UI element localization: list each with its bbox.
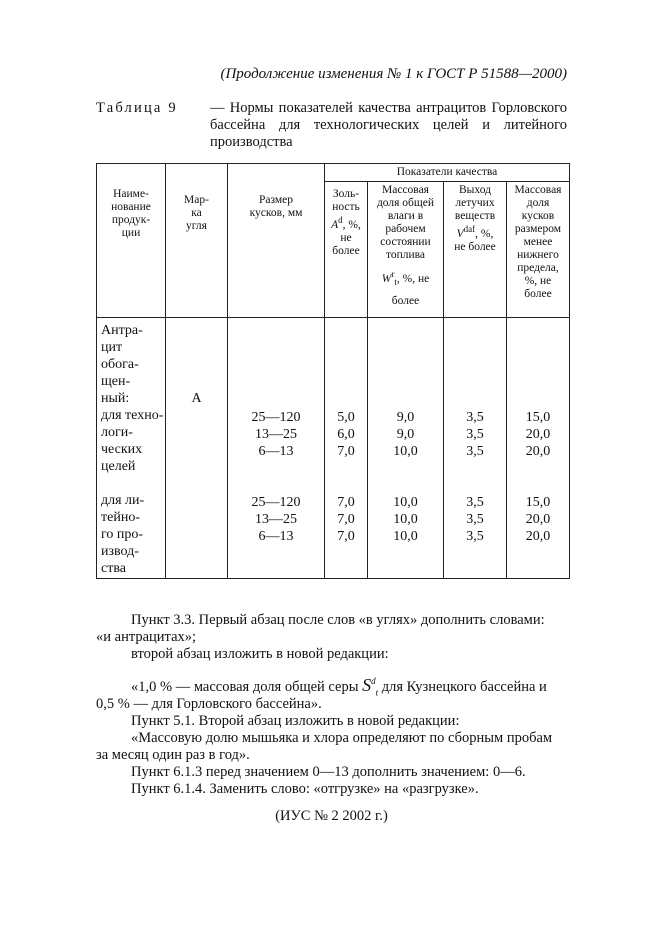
fines-cell: 15,0 20,0 20,0 15,0 20,0 20,0	[507, 318, 570, 579]
volatile-cell: 3,5 3,5 3,5 3,5 3,5 3,5	[444, 318, 507, 579]
paragraph-5-1: Пункт 5.1. Второй абзац изложить в новой редакции:	[131, 713, 460, 729]
header-moisture: Массовая доля общей влаги в рабочем состоянии топлива $W^r_t$, %, не более	[368, 182, 444, 318]
paragraph-arsenic: «Массовую долю мышьяка и хлора определяют по сборным пробам	[131, 730, 553, 746]
table-caption-text: — Нормы показателей качества антрацитов Горловского бассейна для технологических целей и литейного производства	[210, 100, 567, 150]
header-ash: Золь- ность $A^d$, %, не более	[325, 182, 368, 318]
document-header: (Продолжение изменения № 1 к ГОСТ Р 51588—2000)	[220, 66, 567, 82]
size-cell: 25—120 13—25 6—13 25—120 13—25 6—13	[228, 318, 325, 579]
header-product: Наиме- нование продук- ции	[97, 164, 166, 318]
sulfur-symbol: $S^d_t$	[362, 675, 379, 698]
product-cell: Антра- цит обога- щен- ный: для техно- логи- ческих целей для ли- тейно- го про- извод- ства	[97, 318, 166, 579]
quality-table	[96, 163, 570, 579]
paragraph-second: второй абзац изложить в новой редакции:	[131, 646, 389, 662]
paragraph-sulfur-cont: 0,5 % — для Горловского бассейна».	[96, 696, 322, 712]
header-quality-group: Показатели качества	[325, 164, 570, 182]
paragraph-arsenic-cont: за месяц один раз в год».	[96, 747, 250, 763]
paragraph-sulfur: «1,0 % — массовая доля общей серы $S^d_t$ для Кузнецкого бассейна и	[131, 675, 547, 698]
mark-cell: А	[166, 318, 228, 579]
header-volatile: Выход летучих веществ $V^{daf}$, %, не более	[444, 182, 507, 318]
ash-cell: 5,0 6,0 7,0 7,0 7,0 7,0	[325, 318, 368, 579]
moisture-cell: 9,0 9,0 10,0 10,0 10,0 10,0	[368, 318, 444, 579]
paragraph-6-1-3: Пункт 6.1.3 перед значением 0—13 дополнить значением: 0—6.	[131, 764, 526, 780]
header-mark: Мар- ка угля	[166, 164, 228, 318]
header-size: Размер кусков, мм	[228, 164, 325, 318]
header-fines: Массовая доля кусков размером менее нижнего предела, %, не более	[507, 182, 570, 318]
table-caption-label: Таблица 9	[96, 100, 178, 116]
paragraph-3-3: Пункт 3.3. Первый абзац после слов «в углях» дополнить словами:	[131, 612, 545, 628]
paragraph-3-3-cont: «и антрацитах»;	[96, 629, 197, 645]
paragraph-6-1-4: Пункт 6.1.4. Заменить слово: «отгрузке» на «разгрузке».	[131, 781, 479, 797]
document-footer: (ИУС № 2 2002 г.)	[275, 808, 388, 824]
